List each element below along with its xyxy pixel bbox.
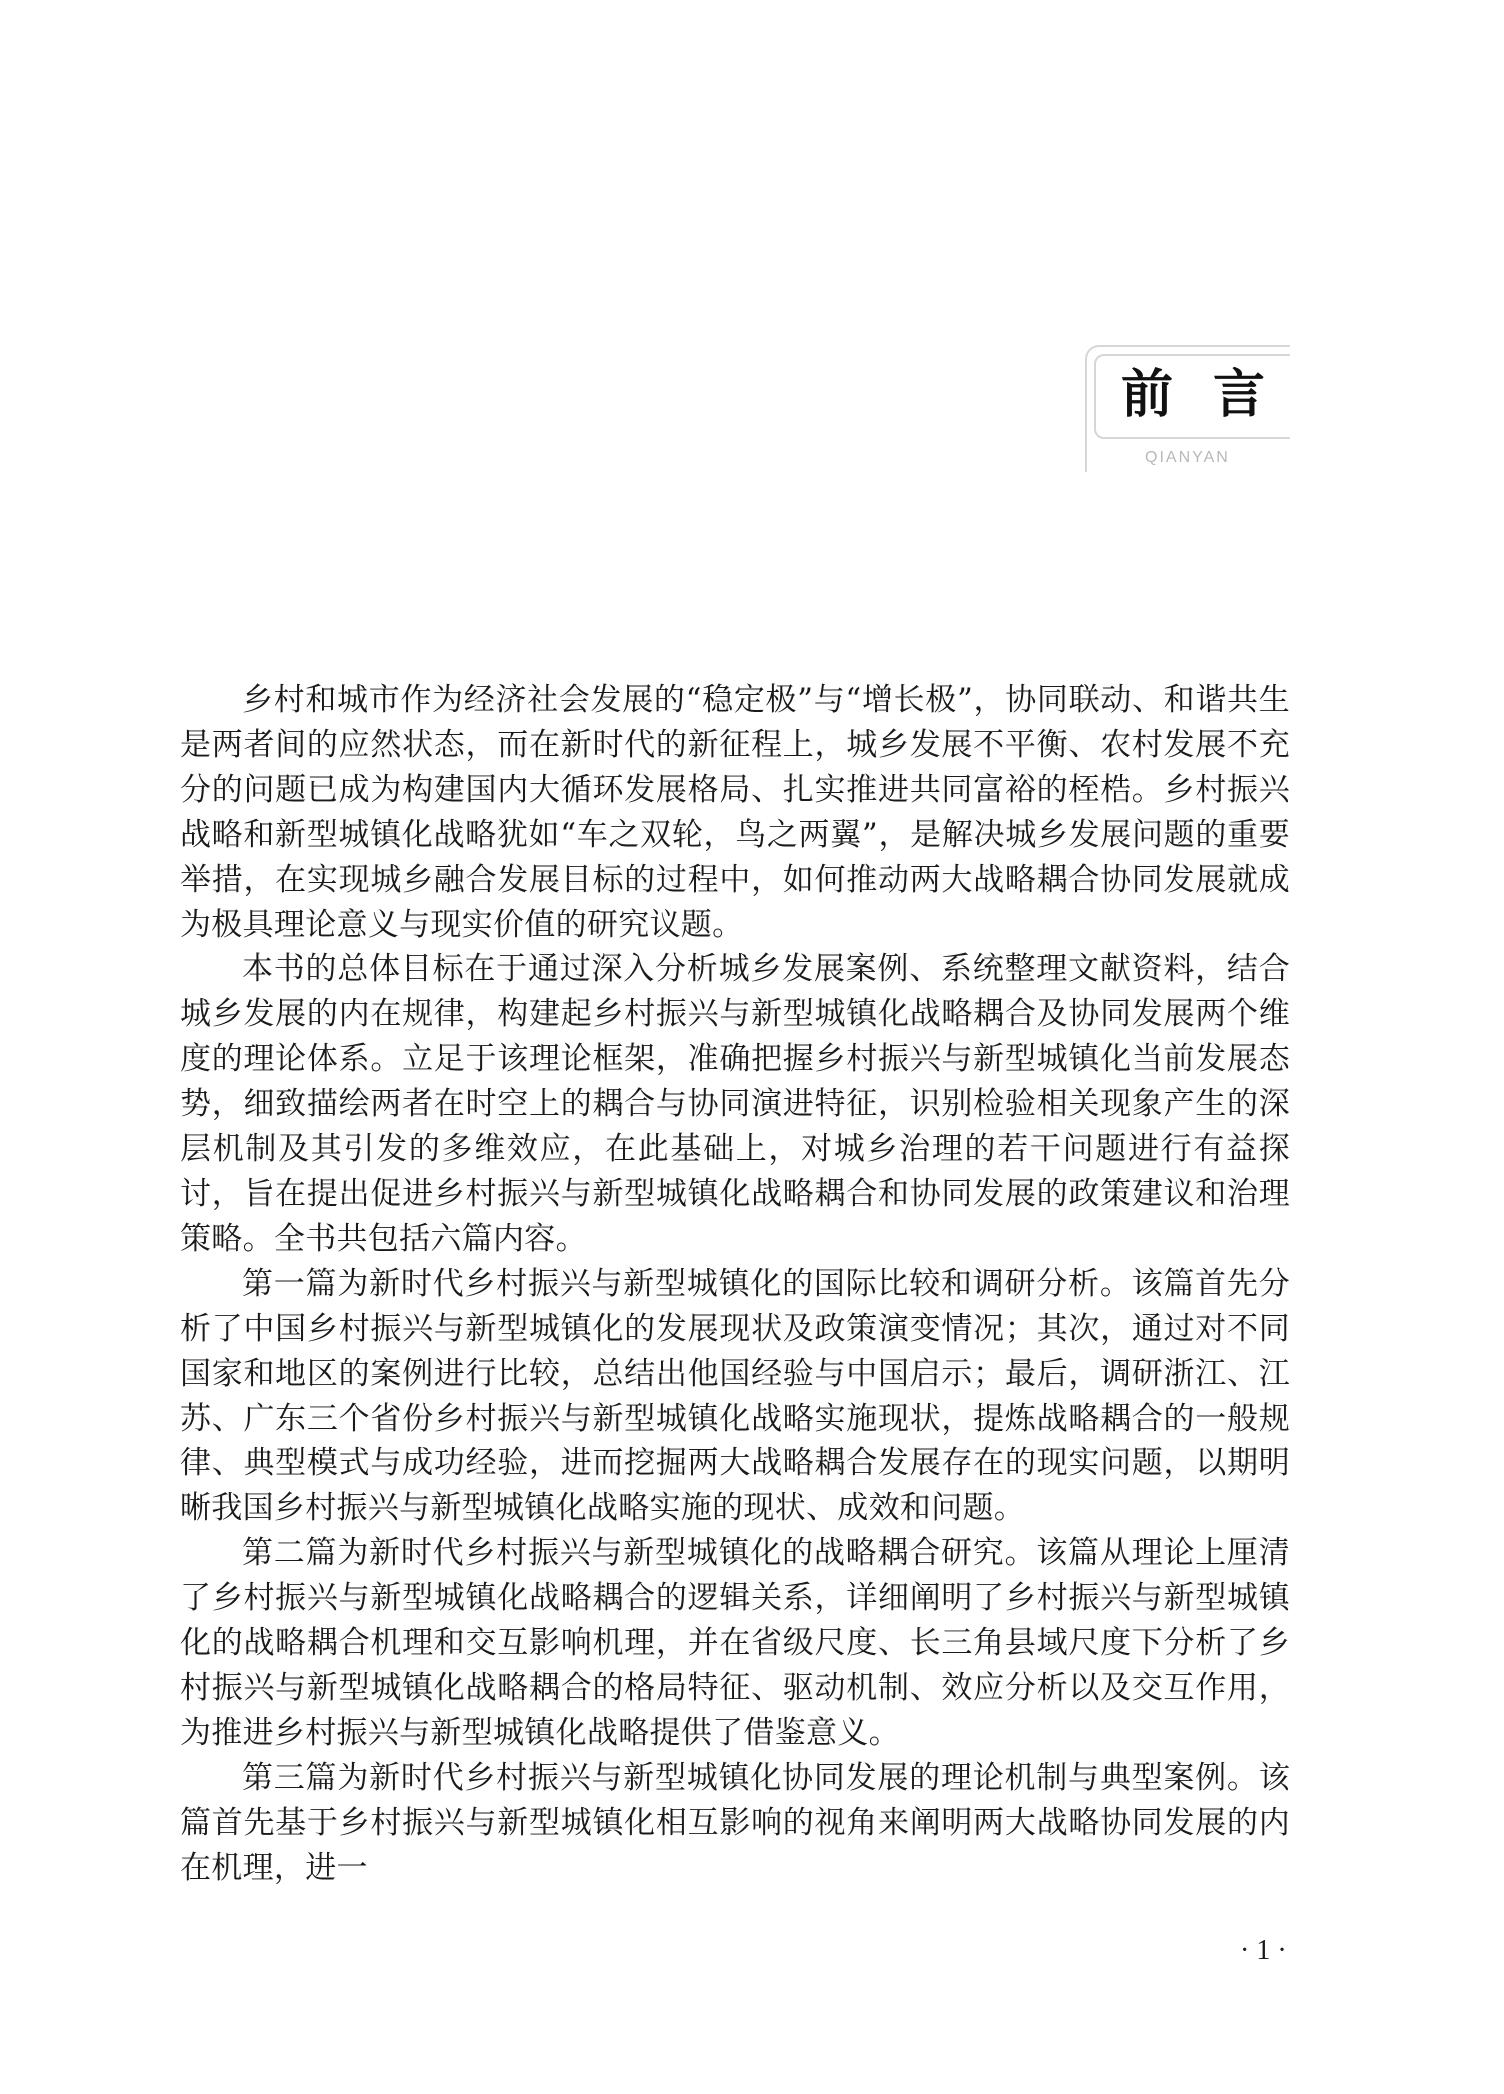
- chapter-title-block: [1085, 345, 1306, 472]
- paragraph: 本书的总体目标在于通过深入分析城乡发展案例、系统整理文献资料，结合城乡发展的内在规律，构建起乡村振兴与新型城镇化战略耦合及协同发展两个维度的理论体系。立足于该理论框架，准确把握乡村振兴与新型城镇化当前发展态势，细致描绘两者在时空上的耦合与协同演进特征，识别检验相关现象产生的深层机制及其引发的多维效应，在此基础上，对城乡治理的若干问题进行有益探讨，旨在提出促进乡村振兴与新型城镇化战略耦合和协同发展的政策建议和治理策略。全书共包括六篇内容。: [180, 951, 1290, 1257]
- paragraph: 第一篇为新时代乡村振兴与新型城镇化的国际比较和调研分析。该篇首先分析了中国乡村振兴与新型城镇化的发展现状及政策演变情况；其次，通过对不同国家和地区的案例进行比较，总结出他国经验与中国启示；最后，调研浙江、江苏、广东三个省份乡村振兴与新型城镇化战略实施现状，提炼战略耦合的一般规律、典型模式与成功经验，进而挖掘两大战略耦合发展存在的现实问题，以期明晰我国乡村振兴与新型城镇化战略实施的现状、成效和问题。: [180, 1265, 1290, 1527]
- paragraph: 第二篇为新时代乡村振兴与新型城镇化的战略耦合研究。该篇从理论上厘清了乡村振兴与新型城镇化战略耦合的逻辑关系，详细阐明了乡村振兴与新型城镇化的战略耦合机理和交互影响机理，并在省级尺度、长三角县域尺度下分析了乡村振兴与新型城镇化战略耦合的格局特征、驱动机制、效应分析以及交互作用，为推进乡村振兴与新型城镇化战略提供了借鉴意义。: [180, 1535, 1290, 1751]
- chapter-title: 前言: [1121, 365, 1306, 425]
- paragraph: 第三篇为新时代乡村振兴与新型城镇化协同发展的理论机制与典型案例。该篇首先基于乡村振兴与新型城镇化相互影响的视角来阐明两大战略协同发展的内在机理，进一: [180, 1759, 1290, 1886]
- body-text: [180, 678, 1290, 1890]
- paragraph: 乡村和城市作为经济社会发展的“稳定极”与“增长极”，协同联动、和谐共生是两者间的应然状态，而在新时代的新征程上，城乡发展不平衡、农村发展不充分的问题已成为构建国内大循环发展格局、扎实推进共同富裕的桎梏。乡村振兴战略和新型城镇化战略犹如“车之双轮，鸟之两翼”，是解决城乡发展问题的重要举措，在实现城乡融合发展目标的过程中，如何推动两大战略耦合协同发展就成为极具理论意义与现实价值的研究议题。: [180, 682, 1290, 943]
- page-number: · 1 ·: [1240, 1935, 1287, 1966]
- chapter-title-pinyin: QIANYAN: [1145, 449, 1230, 466]
